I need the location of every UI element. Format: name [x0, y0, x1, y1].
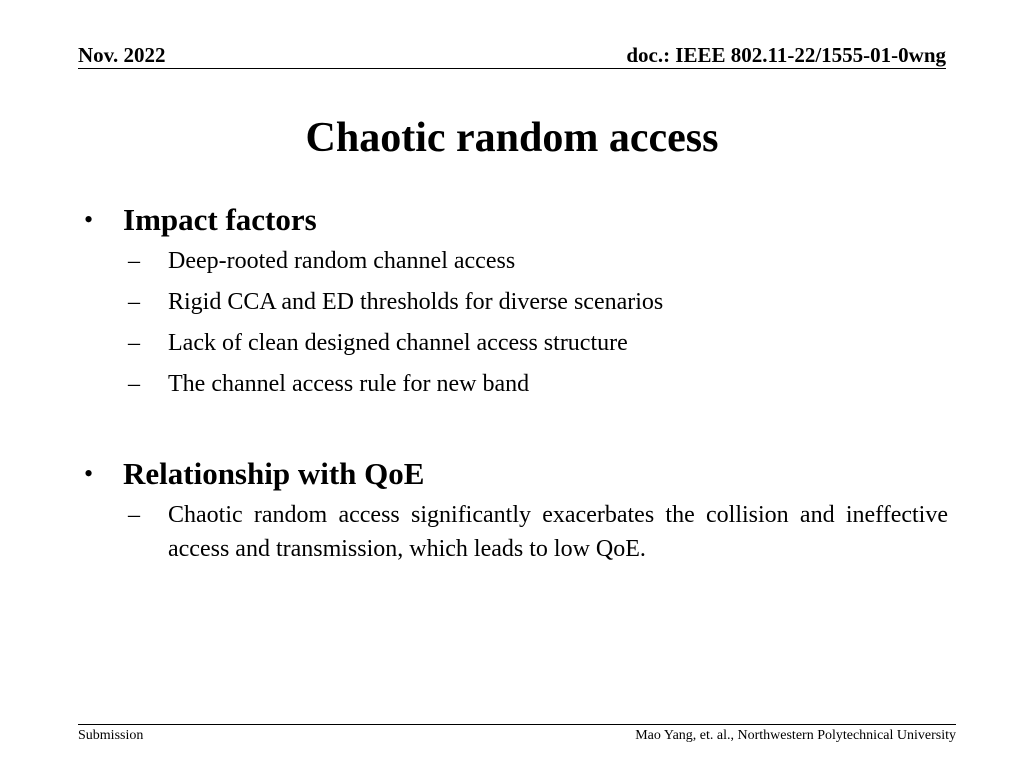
sub-bullet-item — [128, 498, 948, 566]
sub-bullet-text: Chaotic random access significantly exacerbates the collision and ineffective access and transmission, which leads to low QoE. — [168, 502, 948, 562]
header-divider — [78, 68, 946, 69]
dash-icon: – — [128, 502, 140, 528]
header-doc-id: doc.: IEEE 802.11-22/1555-01-0wng — [626, 43, 946, 67]
footer-submission: Submission — [78, 728, 144, 743]
footer-authors: Mao Yang, et. al., Northwestern Polytechnical University — [635, 728, 956, 743]
sub-bullet-text: Rigid CCA and ED thresholds for diverse scenarios — [168, 289, 664, 315]
dash-icon: – — [128, 248, 140, 274]
bullet-item — [78, 198, 948, 244]
sub-bullet-item — [128, 326, 948, 367]
sub-bullet-item — [128, 285, 948, 326]
dash-icon: – — [128, 330, 140, 356]
section-heading: Relationship with QoE — [123, 456, 425, 491]
header-date: Nov. 2022 — [78, 43, 166, 67]
footer-divider — [78, 724, 956, 725]
dash-icon: – — [128, 289, 140, 315]
dash-icon: – — [128, 371, 140, 397]
bullet-dot-icon: • — [84, 459, 94, 488]
bullet-dot-icon: • — [84, 205, 94, 234]
bullet-item — [78, 452, 948, 498]
sub-bullet-item — [128, 367, 948, 408]
sub-bullet-item — [128, 244, 948, 285]
sub-bullet-text: The channel access rule for new band — [168, 371, 530, 397]
section-relationship-qoe — [78, 452, 948, 566]
section-impact-factors — [78, 198, 948, 408]
sub-bullet-text: Lack of clean designed channel access structure — [168, 330, 628, 356]
section-heading: Impact factors — [123, 202, 317, 237]
sub-bullet-text: Deep-rooted random channel access — [168, 248, 516, 274]
slide-title: Chaotic random access — [305, 115, 719, 161]
